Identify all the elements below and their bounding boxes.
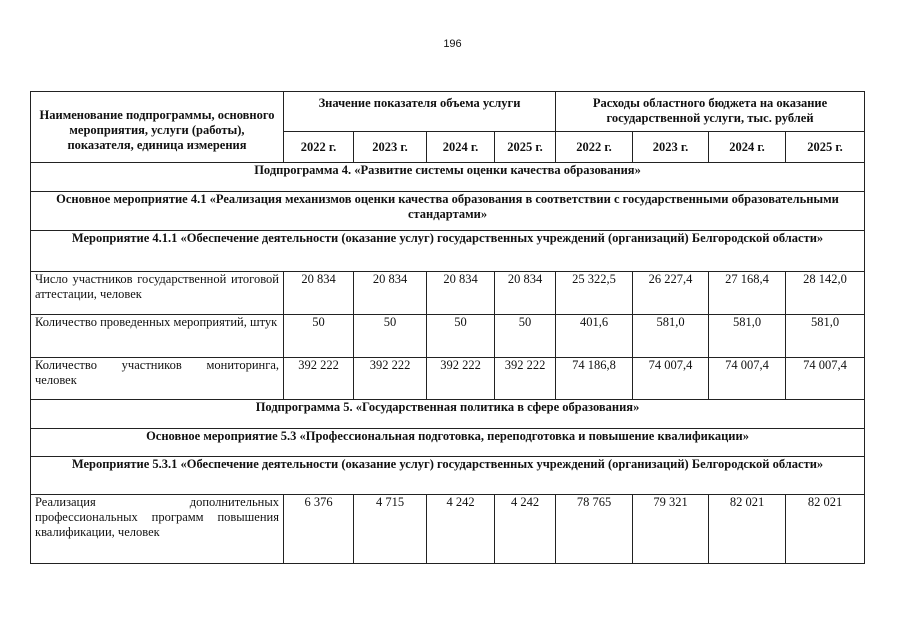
subprogram-5-title: Подпрограмма 5. «Государственная политика в сфере образования» <box>31 400 865 429</box>
table-row <box>31 358 865 400</box>
header-volume-year-2023: 2023 г. <box>354 132 427 163</box>
volume-2022: 6 376 <box>284 495 354 564</box>
subprogram-4-title: Подпрограмма 4. «Развитие системы оценки качества образования» <box>31 163 865 192</box>
header-budget-year-2022: 2022 г. <box>556 132 633 163</box>
header-budget-year-2025: 2025 г. <box>786 132 865 163</box>
indicator-name: Количество участников мониторинга, человек <box>31 358 284 400</box>
volume-2023: 50 <box>354 315 427 358</box>
table-row <box>31 272 865 315</box>
volume-2024: 392 222 <box>427 358 495 400</box>
main-activity-5-3-title: Основное мероприятие 5.3 «Профессиональная подготовка, переподготовка и повышение квалификации» <box>31 429 865 457</box>
main-activity-4-1-title: Основное мероприятие 4.1 «Реализация механизмов оценки качества образования в соответствии с государственными образовательными стандартами» <box>31 192 865 231</box>
budget-2025: 82 021 <box>786 495 865 564</box>
budget-2023: 581,0 <box>633 315 709 358</box>
budget-2024: 74 007,4 <box>709 358 786 400</box>
table-row <box>31 315 865 358</box>
page-number: 196 <box>443 38 462 50</box>
volume-2023: 392 222 <box>354 358 427 400</box>
activity-4-1-1-title: Мероприятие 4.1.1 «Обеспечение деятельности (оказание услуг) государственных учреждений (организаций) Белгородской области» <box>31 231 865 272</box>
volume-2023: 4 715 <box>354 495 427 564</box>
section-row <box>31 400 865 429</box>
budget-2023: 26 227,4 <box>633 272 709 315</box>
budget-2025: 581,0 <box>786 315 865 358</box>
table-row <box>31 495 865 564</box>
header-budget-year-2023: 2023 г. <box>633 132 709 163</box>
header-row-groups <box>31 92 865 132</box>
budget-2025: 28 142,0 <box>786 272 865 315</box>
volume-2022: 50 <box>284 315 354 358</box>
section-row <box>31 429 865 457</box>
budget-2023: 74 007,4 <box>633 358 709 400</box>
header-budget-group: Расходы областного бюджета на оказание государственной услуги, тыс. рублей <box>556 92 865 132</box>
indicator-name: Реализация дополнительных профессиональных программ повышения квалификации, человек <box>31 495 284 564</box>
header-name-column: Наименование подпрограммы, основного мероприятия, услуги (работы), показателя, единица измерения <box>31 92 284 163</box>
activity-5-3-1-title: Мероприятие 5.3.1 «Обеспечение деятельности (оказание услуг) государственных учреждений (организаций) Белгородской области» <box>31 457 865 495</box>
budget-2022: 25 322,5 <box>556 272 633 315</box>
header-volume-year-2022: 2022 г. <box>284 132 354 163</box>
budget-2024: 581,0 <box>709 315 786 358</box>
budget-2022: 74 186,8 <box>556 358 633 400</box>
budget-2022: 401,6 <box>556 315 633 358</box>
section-row <box>31 231 865 272</box>
volume-2022: 392 222 <box>284 358 354 400</box>
budget-2024: 27 168,4 <box>709 272 786 315</box>
volume-2024: 20 834 <box>427 272 495 315</box>
budget-2023: 79 321 <box>633 495 709 564</box>
volume-2025: 50 <box>495 315 556 358</box>
header-volume-year-2024: 2024 г. <box>427 132 495 163</box>
header-budget-year-2024: 2024 г. <box>709 132 786 163</box>
section-row <box>31 192 865 231</box>
header-volume-group: Значение показателя объема услуги <box>284 92 556 132</box>
volume-2025: 4 242 <box>495 495 556 564</box>
volume-2022: 20 834 <box>284 272 354 315</box>
budget-2024: 82 021 <box>709 495 786 564</box>
header-volume-year-2025: 2025 г. <box>495 132 556 163</box>
indicator-name: Число участников государственной итоговой аттестации, человек <box>31 272 284 315</box>
budget-table <box>30 91 865 564</box>
budget-2022: 78 765 <box>556 495 633 564</box>
volume-2024: 50 <box>427 315 495 358</box>
volume-2024: 4 242 <box>427 495 495 564</box>
volume-2025: 20 834 <box>495 272 556 315</box>
indicator-name: Количество проведенных мероприятий, штук <box>31 315 284 358</box>
volume-2025: 392 222 <box>495 358 556 400</box>
section-row <box>31 457 865 495</box>
volume-2023: 20 834 <box>354 272 427 315</box>
section-row <box>31 163 865 192</box>
budget-2025: 74 007,4 <box>786 358 865 400</box>
